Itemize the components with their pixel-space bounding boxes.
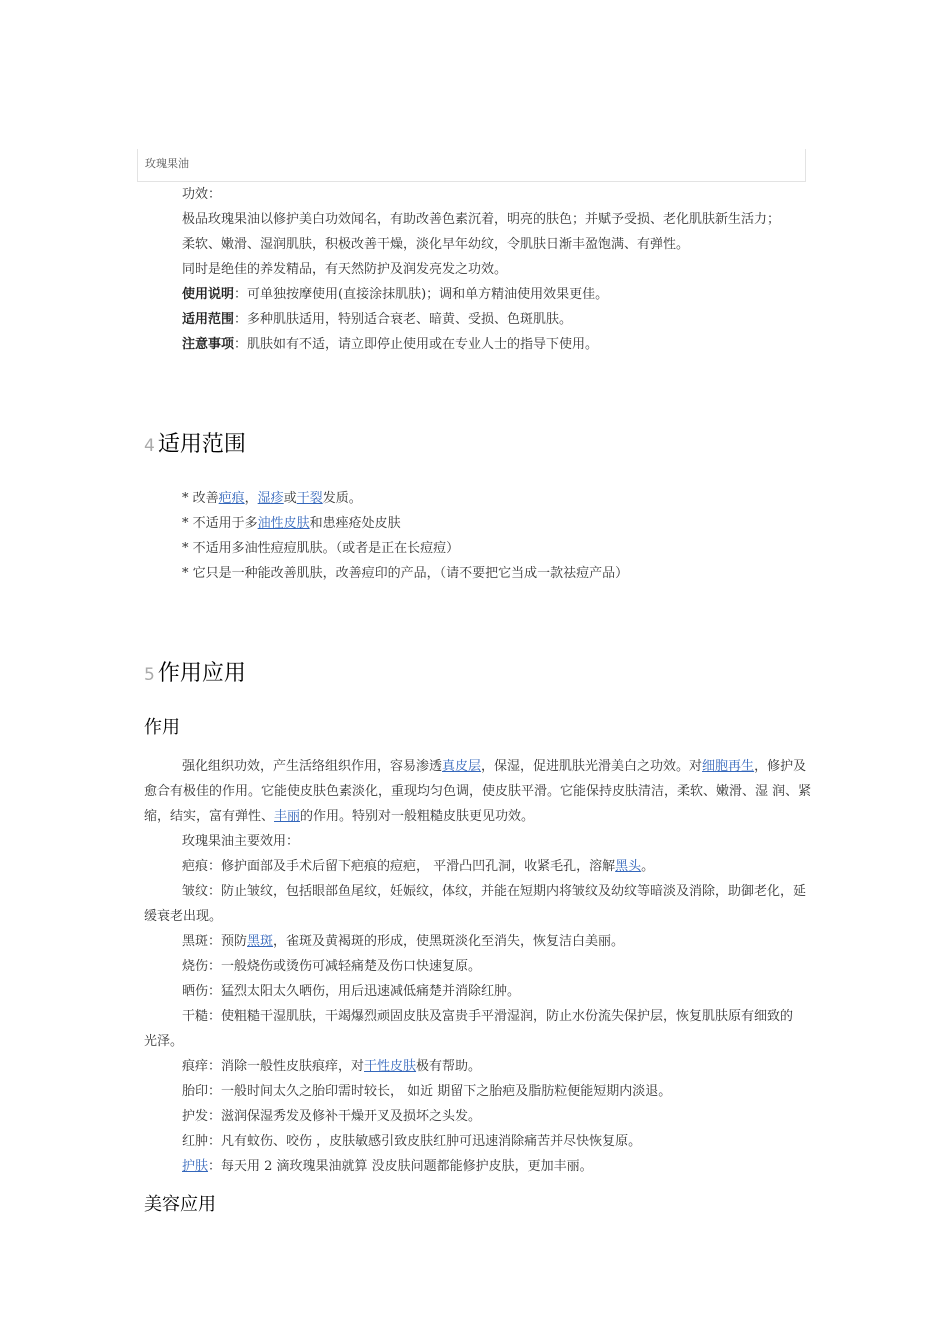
text: 和患痤疮处皮肤 [309, 516, 401, 531]
text: 极有帮助。 [416, 1059, 482, 1074]
effect-dry-line-2: 光泽。 [144, 1034, 184, 1049]
link-fengli[interactable]: 丰丽 [274, 809, 301, 824]
efficacy-line-1: 极品玫瑰果油以修护美白功效闻名，有助改善色素沉着，明亮的肤色；并赋予受损、老化肌肤新生活力； [182, 212, 781, 227]
text: ，雀斑及黄褐斑的形成，使黑斑淡化至消失，恢复洁白美丽。 [273, 934, 625, 949]
effect-para-line-1 [182, 758, 806, 776]
scope-bullet-3: * 不适用多油性痘痘肌肤。（或者是正在长痘痘） [182, 541, 460, 556]
text: * 改善 [182, 491, 219, 506]
efficacy-line-2: 柔软、嫩滑、湿润肌肤，积极改善干燥，淡化早年幼纹，令肌肤日渐丰盈饱满、有弹性。 [182, 237, 690, 252]
scope-text: ：多种肌肤适用，特别适合衰老、暗黄、受损、色斑肌肤。 [234, 312, 573, 327]
section-4-number: 4 [144, 436, 155, 456]
note-text: ：肌肤如有不适，请立即停止使用或在专业人士的指导下使用。 [234, 337, 599, 352]
link-blackhead[interactable]: 黑头 [615, 859, 642, 874]
scope-bullet-2 [182, 515, 401, 533]
text: ，修护及 [754, 759, 807, 774]
text: 缩，结实，富有弹性、 [144, 809, 275, 824]
text: 或 [283, 491, 297, 506]
subheading-effect: 作用 [144, 717, 180, 738]
scope-label: 适用范围 [182, 312, 235, 327]
usage-text: ：可单独按摩使用(直接涂抹肌肤)；调和单方精油使用效果更佳。 [234, 287, 609, 302]
note-line [182, 336, 598, 354]
text: 黑斑：预防 [182, 934, 248, 949]
effect-wrinkle-line-2: 缓衰老出现。 [144, 909, 223, 924]
text: ，保湿，促进肌肤光滑美白之功效。对 [481, 759, 703, 774]
text: * 不适用于多 [182, 516, 258, 531]
effect-para-line-3 [144, 808, 534, 826]
box-label: 玫瑰果油 [145, 157, 189, 170]
link-scar[interactable]: 疤痕 [218, 491, 245, 506]
text: 强化组织功效，产生活络组织作用，容易渗透 [182, 759, 443, 774]
text: 痕痒：消除一般性皮肤痕痒，对 [182, 1059, 365, 1074]
text: 。 [641, 859, 655, 874]
effect-para-line-2: 愈合有极佳的作用。它能使皮肤色素淡化，重现均匀色调，使皮肤平滑。它能保持皮肤清洁，柔软、嫩滑、湿 润、紧 [144, 784, 812, 799]
link-oily-skin[interactable]: 油性皮肤 [257, 516, 310, 531]
section-4-title: 适用范围 [157, 432, 246, 457]
link-chapped[interactable]: 干裂 [296, 491, 323, 506]
link-eczema[interactable]: 湿疹 [257, 491, 284, 506]
usage-line [182, 286, 608, 304]
effect-hair: 护发：滋润保湿秀发及修补干燥开叉及损坏之头发。 [182, 1109, 482, 1124]
link-skincare[interactable]: 护肤 [182, 1159, 209, 1174]
subheading-beauty: 美容应用 [144, 1194, 216, 1215]
effect-burn: 烧伤：一般烧伤或烫伤可减轻痛楚及伤口快速复原。 [182, 959, 482, 974]
efficacy-label: 功效： [182, 187, 222, 202]
link-cell-regeneration[interactable]: 细胞再生 [702, 759, 755, 774]
section-5-number: 5 [144, 665, 155, 685]
section-4-heading [144, 430, 246, 461]
effect-birthmark: 胎印：一般时间太久之胎印需时较长， 如近 期留下之胎疤及脂肪粒便能短期内淡退。 [182, 1084, 672, 1099]
effect-wrinkle-line-1: 皱纹：防止皱纹，包括眼部鱼尾纹，妊娠纹，体纹，并能在短期内将皱纹及幼纹等暗淡及消除，助御老化，延 [182, 884, 807, 899]
link-dermis[interactable]: 真皮层 [442, 759, 482, 774]
scope-bullet-1 [182, 490, 362, 508]
text: ， [244, 491, 258, 506]
text: 的作用。特别对一般粗糙皮肤更见功效。 [300, 809, 535, 824]
scope-line [182, 311, 572, 329]
effect-dark-spot [182, 933, 624, 951]
main-effect-label: 玫瑰果油主要效用： [182, 834, 300, 849]
usage-label: 使用说明 [182, 287, 235, 302]
effect-swelling: 红肿：凡有蚊伤、咬伤 ，皮肤敏感引致皮肤红肿可迅速消除痛苦并尽快恢复原。 [182, 1134, 642, 1149]
effect-sunburn: 晒伤：猛烈太阳太久晒伤，用后迅速减低痛楚并消除红肿。 [182, 984, 521, 999]
section-5-title: 作用应用 [157, 661, 246, 686]
note-label: 注意事项 [182, 337, 235, 352]
section-5-heading [144, 659, 246, 690]
scope-bullet-4: * 它只是一种能改善肌肤，改善痘印的产品，（请不要把它当成一款祛痘产品） [182, 566, 629, 581]
link-dark-spot[interactable]: 黑斑 [247, 934, 274, 949]
effect-scar [182, 858, 654, 876]
effect-skincare [182, 1158, 593, 1176]
text: 发质。 [322, 491, 362, 506]
link-dry-skin[interactable]: 干性皮肤 [364, 1059, 417, 1074]
text: ：每天用 2 滴玫瑰果油就算 没皮肤问题都能修护皮肤，更加丰丽。 [208, 1159, 593, 1174]
efficacy-line-3: 同时是绝佳的养发精品，有天然防护及润发亮发之功效。 [182, 262, 508, 277]
text: 疤痕：修护面部及手术后留下疤痕的痘疤， 平滑凸凹孔洞，收紧毛孔，溶解 [182, 859, 616, 874]
effect-dry-line-1: 干糙：使粗糙干湿肌肤，干竭爆烈顽固皮肤及富贵手平滑湿润，防止水份流失保护层，恢复肌肤原有细致的 [182, 1009, 794, 1024]
title-box [137, 149, 806, 182]
effect-itch [182, 1058, 481, 1076]
